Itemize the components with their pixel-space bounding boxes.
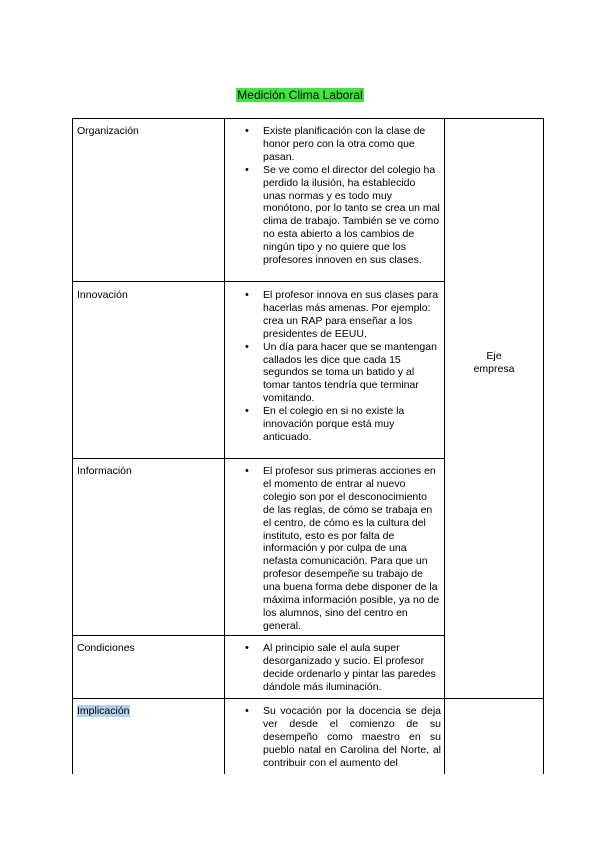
- document-title: Medición Clima Laboral: [237, 88, 363, 102]
- category-organizacion: Organización: [77, 125, 139, 137]
- list-item: • Al principio sale el aula super desorganizado y sucio. El profesor decide ordenarlo y pintar las paredes dándole más iluminación.: [229, 642, 441, 694]
- category-implicacion: Implicación: [77, 705, 130, 717]
- list-item: • Su vocación por la docencia se deja ver desde el comienzo de su desempeño como maestro en su pueblo natal en Carolina del Norte, al contribuir con el aumento del: [229, 705, 441, 770]
- bullet-list-informacion: [229, 465, 441, 633]
- list-item: • En el colegio en si no existe la innovación porque está muy anticuado.: [229, 405, 441, 444]
- bullet-list-organizacion: [229, 125, 441, 267]
- list-item: • Existe planificación con la clase de honor pero con la otra como que pasan.: [229, 125, 441, 164]
- bullet-list-implicacion: [229, 705, 441, 770]
- list-item: • El profesor sus primeras acciones en el momento de entrar al nuevo colegio son por el desconocimiento de las reglas, de cómo se trabaja en el centro, de cómo es la cultura del instituto, esto es por falta de información y por culpa de una nefasta comunicación. Para que un profesor desempeñe su trabajo de una buena forma debe disponer de la máxima información posible, ya no de los alumnos, sino del centro en general.: [229, 465, 441, 633]
- row-divider-1: [72, 281, 445, 282]
- list-item: • Un día para hacer que se mantengan callados les dice que cada 15 segundos se toma un batido y al tomar tantos tendría que terminar vomitando.: [229, 341, 441, 406]
- table-border-top: [72, 118, 544, 119]
- table-border-left: [72, 118, 73, 774]
- table-border-right: [543, 118, 544, 774]
- row-divider-4: [72, 698, 544, 699]
- column-divider-1: [224, 118, 225, 774]
- bullet-list-condiciones: [229, 642, 441, 694]
- bullet-list-innovacion: [229, 289, 441, 444]
- axis-label-line-2: empresa: [473, 363, 515, 375]
- list-item: • Se ve como el director del colegio ha perdido la ilusión, ha establecido unas normas y es todo muy monótono, por lo tanto se crea un mal clima de trabajo. También se ve como no esta abierto a los cambios de ningún tipo y no quiere que los profesores innoven en sus clases.: [229, 164, 441, 267]
- axis-label-line-1: Eje: [486, 350, 502, 362]
- axis-label: [446, 350, 542, 376]
- row-divider-2: [72, 458, 445, 459]
- list-item: • El profesor innova en sus clases para hacerlas más amenas. Por ejemplo: crea un RAP para enseñar a los presidentes de EEUU.: [229, 289, 441, 341]
- column-divider-2: [444, 118, 445, 774]
- category-condiciones: Condiciones: [77, 642, 135, 654]
- row-divider-3: [72, 635, 445, 636]
- category-innovacion: Innovación: [77, 289, 128, 301]
- category-informacion: Información: [77, 465, 132, 477]
